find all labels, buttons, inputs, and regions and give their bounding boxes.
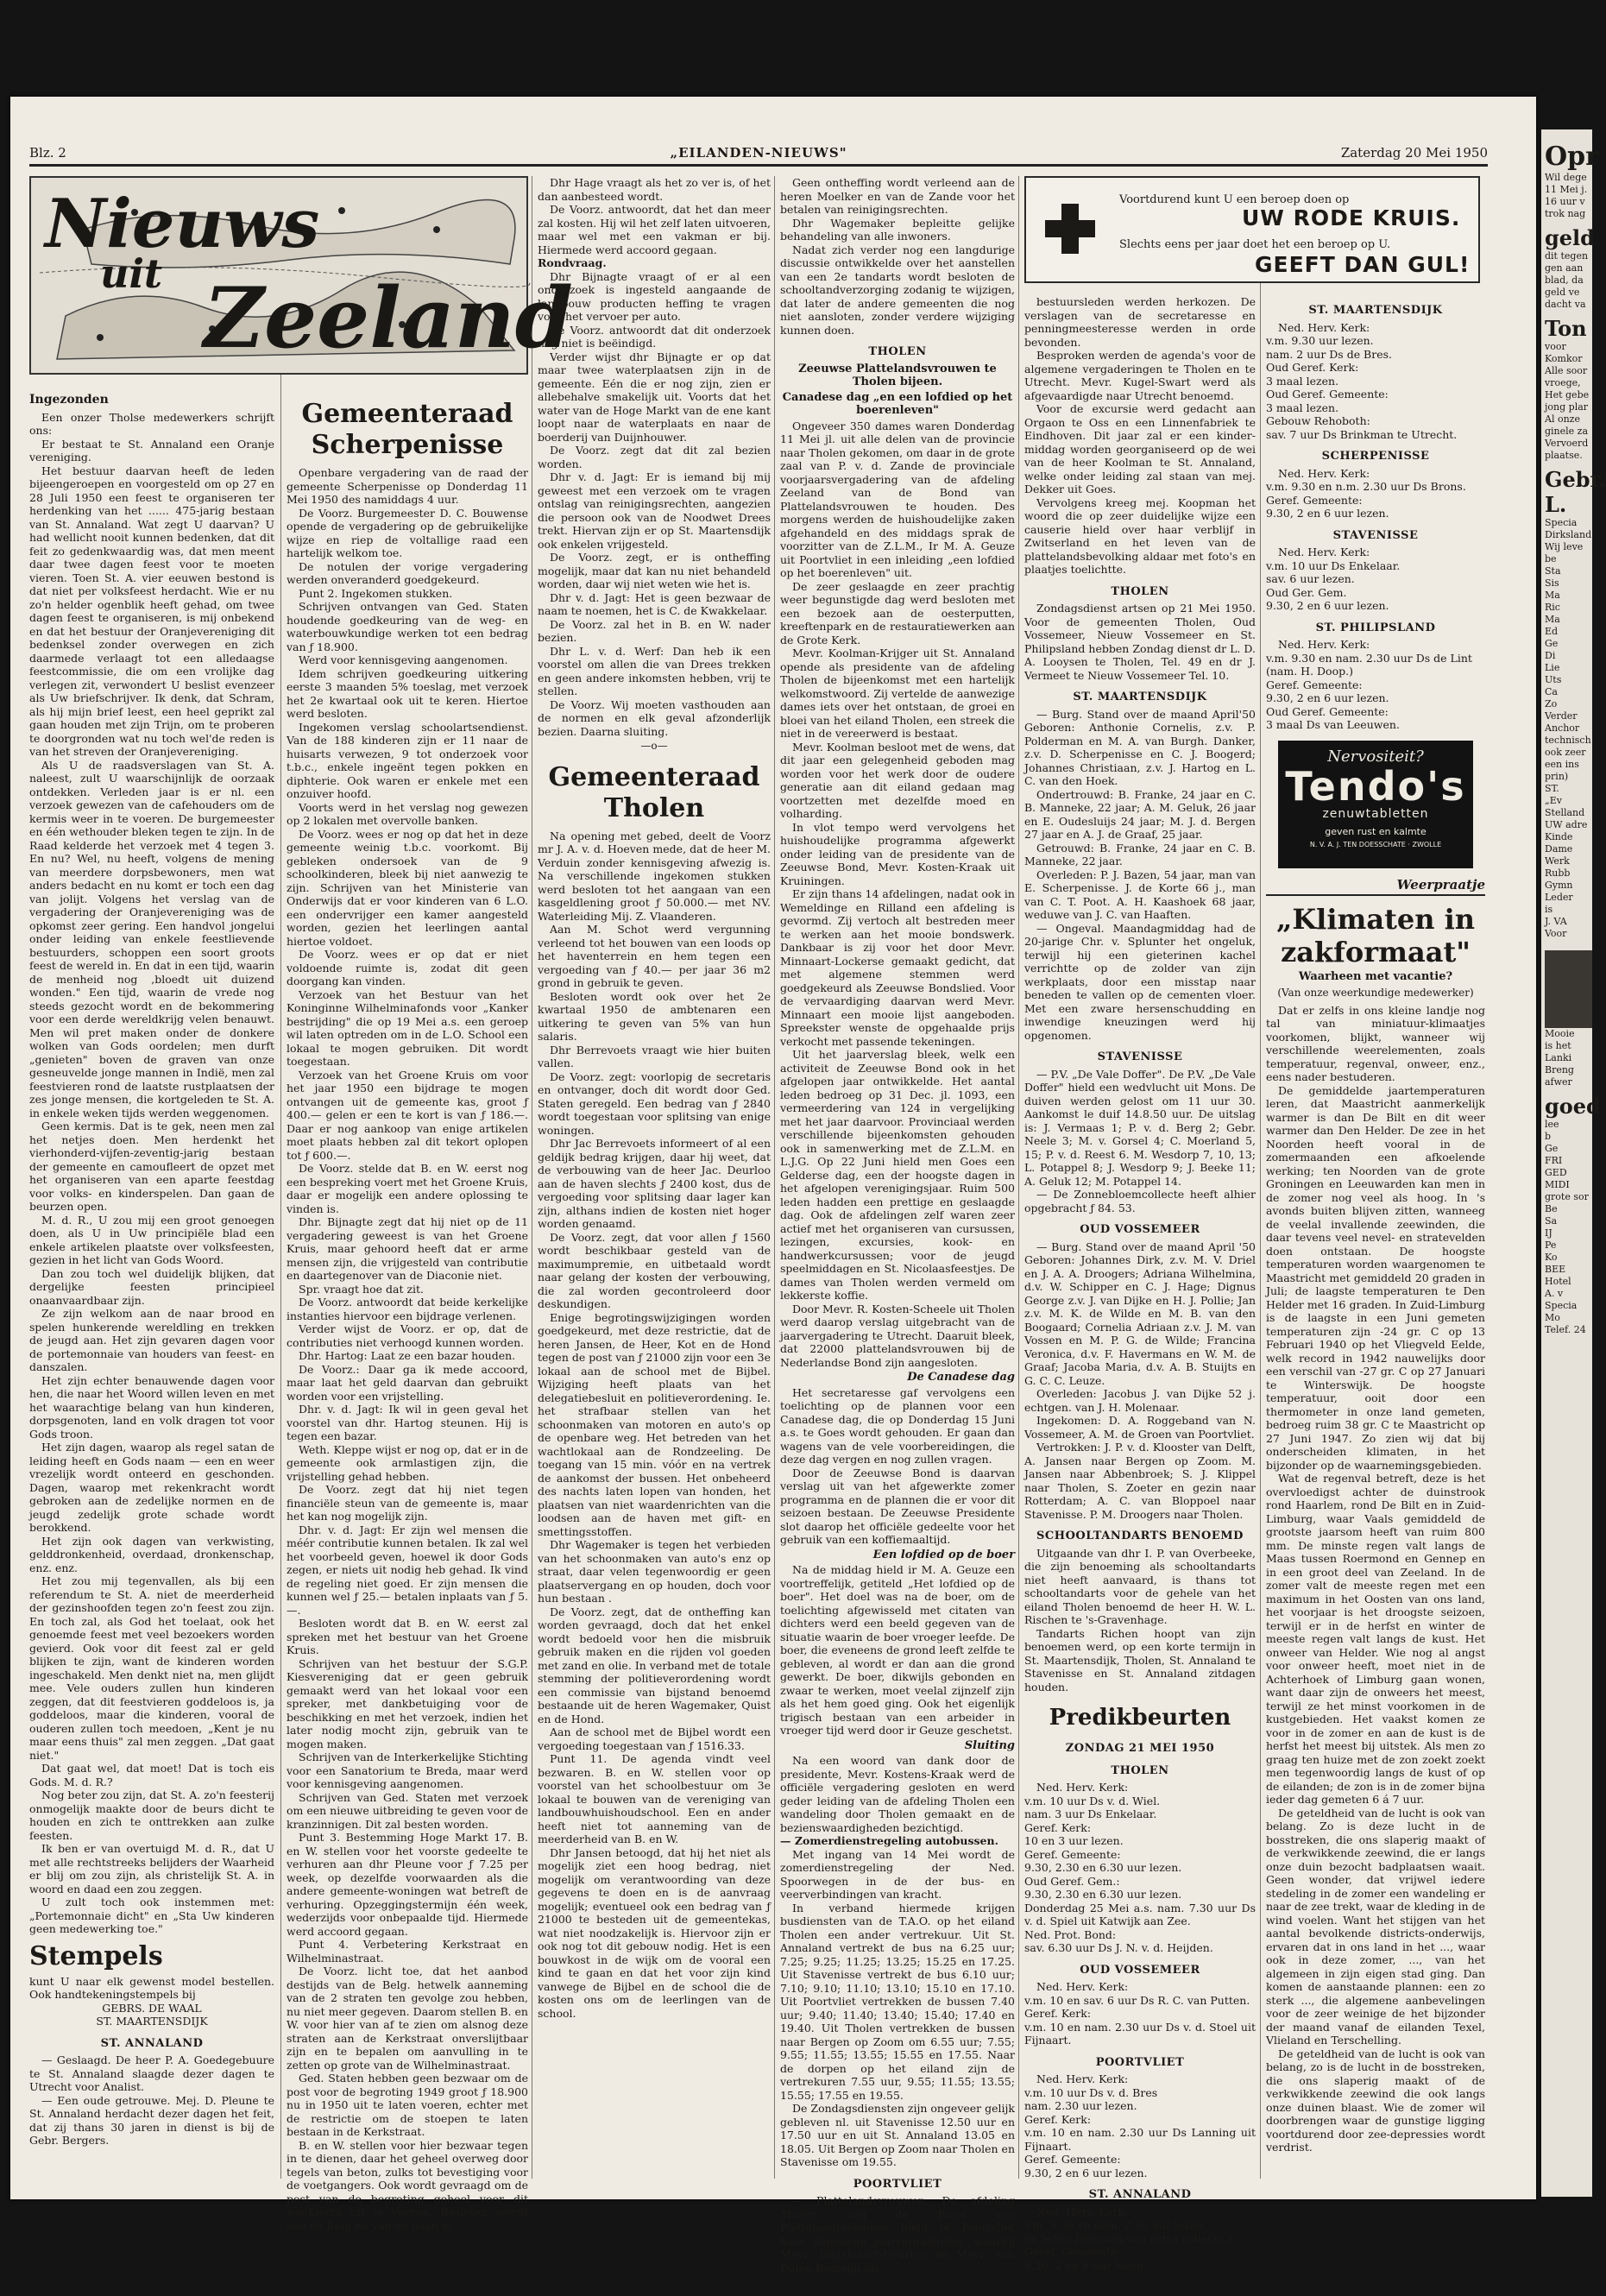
fragment-text: Wij leve [1545, 541, 1584, 552]
paragraph: Mevr. Koolman-Krijger uit St. Annaland opende als presidente van de afdeling Tholen de bijeenkomst met een hartelijk welkomstwoord. Zij vertelde de aanwezige dames iets over het ontstaan, de groei en bloei van het eiland Tholen, een streek die niet in de vereerwerd is bestaat. [780, 647, 1015, 740]
paragraph: Dhr Bijnagte vraagt of er al een onderzoek is ingesteld aangaande de landbouw producten heffing te vragen voor het vervoer per auto. [538, 269, 771, 323]
heading-church-place: OUD VOSSEMEER [1080, 1963, 1200, 1977]
paragraph: Openbare vergadering van de raad der gemeente Scherpenisse op Donderdag 11 Mei 1950 des namiddags 4 uur. [287, 466, 528, 506]
adjacent-page-fragment [1541, 129, 1606, 2197]
paragraph: Besloten wordt ook over het 2e kwartaal 1950 de ambtenaren een uitkering te geven van 5% van hun salaris. [538, 989, 771, 1043]
heading-stavenisse: STAVENISSE [1097, 1050, 1183, 1063]
ad-text: kunt U naar elk gewenst model bestellen. Ook handtekeningstempels bij [29, 1974, 274, 2001]
paragraph: — Ongeval. Maandagmiddag had de 20-jarige Chr. v. Splunter het ongeluk, terwijl hij een gieterinen kachel verrichtte op de zolder van zijn werkplaats, door een misstap naar beneden te vallen op de cementen vloer. Met een zware hersenschudding en inwendige kneuzingen werd hij opgenomen. [1024, 921, 1256, 1042]
fragment-text: Telef. 24 [1545, 1324, 1586, 1335]
paragraph: Overleden: Jacobus J. van Dijke 52 j. echtgen. van J. H. Molenaar. [1024, 1387, 1256, 1414]
fragment-text: Sa [1545, 1215, 1558, 1227]
fragment-text: Stelland [1545, 807, 1585, 818]
paragraph: Punt 3. Bestemming Hoge Markt 17. B. en W. stellen voor het voorste gedeelte te verhuren aan dhr Pleune voor ƒ 7.25 per week, op dezelfde voorwaarden als die andere gemeente-woningen wat betreft de verhuring. Opzeggingstermijn één week, wederzijds voor onbepaalde tijd. Hiermede werd accoord gegaan. [287, 1831, 528, 1938]
red-cross-ad [1024, 176, 1480, 283]
paragraph: De Voorz. zegt dat hij niet tegen financiële steun van de gemeente is, maar het kan nog mogelijk zijn. [287, 1483, 528, 1523]
issue-date: Zaterdag 20 Mei 1950 [1340, 145, 1488, 161]
paragraph: Dhr L. v. d. Werf: Dan heb ik een voorstel om allen die van Drees trekken en geen andere inkomsten hebben, vrij te stellen. [538, 644, 771, 697]
fragment-heading: Gebr. L. [1545, 467, 1606, 517]
paragraph: Uitgaande van dhr I. P. van Overbeeke, die zijn benoeming als schooltandarts niet heeft aanvaard, is thans tot schooltandarts voor de gehele van het eiland Tholen benoemd de heer H. W. L. Rischen te 's-Gravenhage. [1024, 1546, 1256, 1626]
fragment-text: ST. [1545, 783, 1559, 794]
fragment-text: Ge [1545, 1143, 1559, 1154]
fragment-text: jong plar [1545, 401, 1589, 413]
paragraph: Dhr. v. d. Jagt: Er zijn wel mensen die méér contributie kunnen betalen. Ik zal wel het voorbeeld geven, hoewel ik door Gods zegen, er niets uit nodig heb gehad. Ik vind de regeling niet goed. Er zijn mensen die kunnen wel ƒ 25.— betalen inplaats van ƒ 5.—. [287, 1523, 528, 1617]
fragment-text: Sis [1545, 577, 1559, 589]
fragment-text: Ma [1545, 590, 1560, 601]
column-3 [538, 176, 771, 2177]
fragment-text: Het gebe [1545, 389, 1590, 401]
paragraph: De Voorz. Wij moeten vasthouden aan de normen en elk geval afzonderlijk bezien. Daarna sluiting. [538, 697, 771, 738]
fragment-text: Vervoerd [1545, 438, 1589, 449]
fragment-text: 16 uur v [1545, 196, 1585, 207]
fragment-text: Zo [1545, 698, 1558, 710]
paragraph: Ze zijn welkom aan de naar brood en spelen hunkerende wereldling en trekken de jeugd aan. Het zijn gevaren dagen voor de portemonnaie van houders van feest- en danszalen. [29, 1307, 274, 1373]
fragment-text: Lanki [1545, 1052, 1572, 1063]
fragment-text: Al onze [1545, 413, 1580, 425]
fragment-text: „Ev [1545, 795, 1562, 806]
paragraph: Dhr v. d. Jagt: Er is iemand bij mij geweest met een verzoek om te vragen ontslag van reinigingsrechten, aangezien die persoon ook van de Noodwet Drees trekt. Hiervan zijn er op St. Maartensdijk ook enkelen vrijgesteld. [538, 470, 771, 551]
paragraph: Punt 4. Verbetering Kerkstraat en Wilhelminastraat. [287, 1938, 528, 1965]
paragraph: De Voorz. zal het in B. en W. nader bezien. [538, 617, 771, 644]
paragraph: Uit het jaarverslag bleek, welk een activiteit de Zeeuwse Bond ook in het afgelopen jaar ontwikkelde. Het aantal leden bedroeg op 31 Dec. jl. 1093, een vermeerdering van 124 in vergelijking met het jaar daarvoor. Provinciaal werden verschillende bijeenkomsten gehouden ook in samenwerking met de Z.L.M. en L.J.G. Op 22 Juni hield men Goes een Gelderse dag, een der hoogste dagen in het afgelopen verenigingsjaar. Ruim 500 leden hadden een prettige en geslaagde dag. Ook de afdelingen zelf waren zeer actief met het organiseren van cursussen, lezingen, excursies, kook- en handwerkcursussen; voor de jeugd speelmiddagen en St. Nicolaasfeestjes. De dames van Tholen werden vermeld om lekkerste koffie. [780, 1048, 1015, 1302]
fragment-text: Komkor [1545, 353, 1583, 364]
paragraph: Tandarts Richen hoopt van zijn benoemen werd, op een korte termijn in St. Maartensdijk, Tholen, St. Annaland te Stavenisse en St. Annaland zitdagen houden. [1024, 1626, 1256, 1694]
fragment-text: blad, da [1545, 274, 1584, 286]
paragraph: Ik ben er van overtuigd M. d. R., dat U met alle rechtstreeks belijders der Waarheid er blij om zou zijn, als christelijk St. A. in woord en daad een zou zeggen. [29, 1842, 274, 1895]
paragraph: Dhr Hage vraagt als het zo ver is, of het dan aanbesteed wordt. [538, 176, 771, 203]
paragraph: Ongeveer 350 dames waren Donderdag 11 Mei jl. uit alle delen van de provincie naar Tholen gekomen, om daar in de grote zaal van P. v. d. Zande de provinciale voorjaarsvergadering van de afdeling Zeeland van de Bond van Plattelandsvrouwen te houden. Des morgens werden de huishoudelijke zaken afgehandeld en des middags sprak de voorzitter van de Z.L.M., Ir M. A. Geuze uit Poortvliet in een inleiding „een lofdied op het boerenleven" uit. [780, 419, 1015, 579]
ad-line: GEEFT DAN GUL! [1255, 252, 1471, 277]
paragraph: De Voorz. antwoordt dat beide kerkelijke instanties hiervoor een bijdrage verlenen. [287, 1296, 528, 1322]
paragraph: Voorts werd in het verslag nog gewezen op 2 lokalen met overvolle banken. [287, 800, 528, 827]
fragment-heading: Ton [1545, 316, 1587, 341]
ad-line: Nervositeit? [1327, 747, 1424, 766]
fragment-text: Dame [1545, 843, 1573, 855]
paragraph: Het zijn dagen, waarop als regel satan de leiding heeft en Gods naam — een en weer vrezelijk wordt onteerd en geschonden. Dagen, waarop met rekenkracht wordt gebroken aan de zedelijke normen en de jeugd zedelijk grote schade wordt berokkend. [29, 1441, 274, 1534]
heading-gemeenteraad-scherpenisse: Gemeenteraad Scherpenisse [301, 399, 513, 460]
paragraph: Ged. Staten hebben geen bezwaar om de post voor de begroting 1949 groot ƒ 18.900 nu in 1950 uit te laten voeren, echter met de restrictie om de stoepen te laten bestaan in de Kerkstraat. [287, 2072, 528, 2138]
paragraph: Na een woord van dank door de presidente, Mevr. Kostens-Kraak werd de officiële vergadering gesloten en werd geder leiding van de afdeling Tholen een wandeling door Tholen gemaakt en de bezienswaardigheden bezichtigd. [780, 1754, 1015, 1834]
section-label-weerpraatje: Weerpraatje [1266, 877, 1485, 896]
heading-church-place: SCHERPENISSE [1321, 450, 1430, 463]
paragraph: Dat er zelfs in ons kleine landje nog tal van miniatuur-klimaatjes voorkomen, blijkt, wanneer wij verschillende weerelementen, zoals temperatuur, regenval, onweer, enz., eens nader bestuderen. [1266, 1003, 1485, 1083]
paragraph: De Voorz. Burgemeester D. C. Bouwense opende de vergadering op de gebruikelijke wijze en riep de voltallige raad een hartelijk welkom toe. [287, 506, 528, 559]
paragraph: — P.V. „De Vale Doffer". De P.V. „De Vale Doffer" hield een wedvlucht uit Mons. De duiven werden gelost om 11 uur 30. Aankomst le duif 14.8.50 uur. De uitslag is: J. Vermaas 1; P. v. d. Berg 2; Gebr. Neele 3; M. v. Gorsel 4; C. Moerland 5, 15; P. v. d. Reest 6. M. Wesdorp 7, 10, 13; L. Potappel 8; J. Wesdorp 9; J. Beeke 11; A. Geluk 12; M. Potappel 14. [1024, 1067, 1256, 1188]
heading-church-place: THOLEN [1111, 1763, 1169, 1777]
fragment-text: Pe [1545, 1239, 1557, 1251]
paragraph: Dhr Wagemaker bepleitte gelijke behandeling van alle inwoners. [780, 216, 1015, 243]
column-1 [29, 390, 274, 2177]
paragraph: Besloten wordt dat B. en W. eerst zal spreken met het bestuur van het Groene Kruis. [287, 1617, 528, 1656]
paragraph: Vervolgens kreeg mej. Koopman het woord die op zeer duidelijke wijze een causerie hield over haar verblijf in Zwitserland en het leven van de plattelandsbevolking aldaar met foto's en plaatjes toelichtte. [1024, 495, 1256, 576]
paragraph: De Voorz.: Daar ga ik mede accoord, maar laat het geld daarvan dan gebruikt worden voor een vrijstelling. [287, 1362, 528, 1403]
fragment-text: Voor [1545, 928, 1567, 939]
paragraph: Schrijven van het bestuur der S.G.P. Kiesvereniging dat er geen gebruik gemaakt werd van het lokaal voor een spreker, met dankbetuiging voor de beschikking en met het verzoek, indien het later nodig mocht zijn, gebruik van te mogen maken. [287, 1656, 528, 1750]
page-number: Blz. 2 [29, 145, 66, 161]
fragment-text: Di [1545, 650, 1556, 661]
paragraph: De geteldheid van de lucht is ook van belang, zo is de lucht in de bosstreken, die ons slaperig maakt of de verkwikkende zeewind die ook langs onze duinen blaast. Wie de zomer wil doorbrengen waar de gunstige ligging voortdurend door zee-depressies wordt verdrist. [1266, 2047, 1485, 2154]
paragraph: Met ingang van 14 Mei wordt de zomerdienstregeling der Ned. Spoorwegen in de der bus- en veerverbindingen van kracht. [780, 1847, 1015, 1901]
paragraph: — Burg. Stand over de maand April'50 Geboren: Anthonie Cornelis, z.v. P. Polderman en M. A. van Burgh. Danker, z.v. D. Scherpenisse en C. J. Boogerd; Johannes Christiaan, z.v. J. Hartog en L. C. van den Hoek. [1024, 707, 1256, 787]
fragment-text: b [1545, 1131, 1552, 1142]
paragraph: De Voorz. licht toe, dat het aanbod destijds van de Belg. hetwelk aanneming van de 2 straten ten gevolge zou hebben, nu niet meer gegeven. Daarom stellen B. en W. voor hier van af te zien om alsnog deze straten aan de Kerkstraat onverslijtbaar zijn en te bepalen om aanvulling in te zetten op grote van de Wilhelminastraat. [287, 1965, 528, 2072]
fragment-text: Rubb [1545, 867, 1571, 879]
heading-church-place: STAVENISSE [1332, 528, 1419, 542]
fragment-text: Mo [1545, 1312, 1560, 1323]
paragraph: Ingekomen verslag schoolartsendienst. Van de 188 kinderen zijn er 11 naar de huisarts verwezen, 9 tot onderzoek voor t.b.c., enkele ingeënt tegen pokken en diphterie. Ook waren er enkele met een onzuiver hoofd. [287, 720, 528, 800]
red-cross-ad-area [1024, 176, 1483, 288]
paragraph: — De Zonnebloemcollecte heeft alhier opgebracht ƒ 84. 53. [1024, 1188, 1256, 1214]
paragraph: De Voorz. antwoordt dat dit onderzoek nog niet is beëindigd. [538, 323, 771, 350]
fragment-text: prin) [1545, 771, 1569, 782]
fragment-lines [1541, 172, 1606, 1336]
paragraph: U zult toch ook instemmen met: „Portemonnaie dicht" en „Sta Uw kinderen geen medewerking toe." [29, 1895, 274, 1935]
fragment-text: Mooie [1545, 1028, 1575, 1039]
paragraph: Nadat zich verder nog een langdurige discussie ontwikkelde over het aanstellen van een 2e tandarts wordt besloten de schooltandverzorging zodanig te wijzigen, dat later de andere gemeenten die nog niet aansloten, zonder verdere wijziging kunnen doen. [780, 243, 1015, 337]
fragment-text: dacht va [1545, 299, 1586, 310]
paragraph: In vlot tempo werd vervolgens het huishoudelijke programma afgewerkt onder leiding van de presidente van de Zeeuwse Bond, Mevr. Kosten-Kraak uit Kruiningen. [780, 820, 1015, 887]
paragraph: B. en W. stellen voor hier bezwaar tegen in te dienen, daar het geheel overweg door tegels van beton, zulks tot bevestiging voor de voetgangers. Ook wordt gevraagd om de post van de begroting geheel voor dit weekwerk uit te voeren. Besloten wordt aan de Belg nu van de baan is. [287, 2138, 528, 2232]
paragraph: De notulen der vorige vergadering werden onveranderd goedgekeurd. [287, 559, 528, 586]
fragment-text: Ed [1545, 626, 1559, 637]
fragment-text: is [1545, 904, 1553, 915]
heading-ingezonden: Ingezonden [29, 393, 109, 407]
paragraph: Getrouwd: B. Franke, 24 jaar en C. B. Manneke, 22 jaar. [1024, 841, 1256, 867]
paragraph: Geen kermis. Dat is te gek, neen men zal het netjes doen. Men herdenkt het vierhonderd-vijfen-zeventig-jarig bestaan der gemeente en camoufleert de opzet met het organiseren van een aparte feestdag voor volks- en kinderspelen. Dan gaan de beurzen open. [29, 1120, 274, 1213]
ad-line: zenuwtabletten [1322, 806, 1429, 821]
paragraph: Aan M. Schot werd vergunning verleend tot het bouwen van een loods op het haventerrein en hem tegen een vergoeding van ƒ 40.— per jaar 36 m2 grond in gebruik te geven. [538, 923, 771, 989]
fragment-text: voor [1545, 341, 1566, 352]
paragraph: De Voorz. wees er nog op dat het in deze gemeente weinig t.b.c. voorkomt. Bij gebleken ondersoek van de 9 schoolkinderen, bleek bij niet aanwezig te zijn. Schrijven van het Ministerie van Onderwijs dat er voor kinderen van 6 L.O. een ondervrijger een kamer aangesteld worden, gezien het leerlingen aantal hiertoe voldoet. [287, 827, 528, 948]
fragment-text: lee [1545, 1119, 1559, 1130]
fragment-text: Breng [1545, 1064, 1574, 1075]
paragraph: Schrijven van Ged. Staten met verzoek om een nieuwe uitbreiding te geven voor de kranzinnigen. Dit zal besten worden. [287, 1790, 528, 1831]
fragment-text: UW adre [1545, 819, 1588, 830]
heading-tholen: THOLEN [868, 345, 927, 358]
paragraph: Dhr. Bijnagte zegt dat hij niet op de 11 vergadering geweest is van het Groene Kruis, maar gehoord heeft dat er arme mensen zijn, die vrijgesteld van contributie en daartegenover van de Diaconie niet. [287, 1215, 528, 1282]
church-schedule: Ned. Herv. Kerk: v.m. 9.30 uur lezen. nam. 2 uur Ds de Bres. Oud Geref. Kerk: 3 maal lezen. Oud Geref. Gemeente: 3 maal lezen. Gebouw Rehoboth: sav. 7 uur Ds Brinkman te Utrecht. [1266, 320, 1458, 441]
header-rule [29, 164, 1488, 167]
paragraph: M. d. R., U zou mij een groot genoegen doen, als U in Uw principiële blad een enkele artikelen plaatste over volksfeesten, gezien in het licht van Gods Woord. [29, 1213, 274, 1266]
heading-klimaten: „Klimaten in zakformaat" [1275, 902, 1476, 968]
paragraph: Punt 2. Ingekomen stukken. [299, 586, 453, 600]
paragraph: Wat de regenval betreft, deze is het overvloedigst achter de duinstrook rond Haarlem, rond De Bilt en in Zuid-Limburg, waar Vaals gemiddeld de grootste jaarsom heeft van ruim 800 mm. De minste regen valt langs de Maas tussen Roermond en Gennep en in een groot deel van Zeeland. In de zomer valt de meeste regen met een maximum in het Oosten van ons land, het voorjaar is het droogste seizoen, terwijl er in de herfst en winter de meeste regen valt langs de kust. Het onweer van Helder. Wie nog al angst voor onweer heeft, moet niet in de Achterhoek of Limburg gaan wonen, want daar zijn de onweers het meest, terwijl ze het minst voorkomen in de kustgebieden. Het vaakst komen ze voor in de zomer en aan de kust is de herfst het meest bij uitstek. Als men zo graag ten huize met de zon zoekt zoekt men tegenwoordig langs de kust of op de eilanden; de zon is in de zomer bijna ieder dag gemeten 6 á 7 uur. [1266, 1472, 1485, 1806]
church-schedule: Ned. Herv. Kerk: v.m. 10 uur Ds v. d. Bres nam. 2.30 uur lezen. Geref. Kerk: v.m. 10 en nam. 2.30 uur Ds Lanning uit Fijnaart. Geref. Gemeente: 9.30, 2 en 6 uur lezen. [1024, 2072, 1256, 2179]
fragment-text: IJ [1545, 1227, 1552, 1239]
paragraph: Mevr. Koolman besloot met de wens, dat dit jaar een gelegenheid geboden mag worden voor het werk door de oudere generatie aan dit eiland gedaan mag voortzetten met dezelfde moed en volharding. [780, 740, 1015, 820]
fragment-text: Gymn [1545, 880, 1573, 891]
separator: —o— [640, 740, 668, 752]
fragment-text: GED [1545, 1167, 1567, 1178]
photo-fragment [1545, 950, 1592, 1028]
fragment-text: afwer [1545, 1076, 1572, 1088]
paragraph: Dhr. v. d. Jagt: Ik wil in geen geval het voorstel van dhr. Hartog steunen. Hij is tegen een bazar. [287, 1403, 528, 1442]
byline: (Van onze weerkundige medewerker) [1277, 987, 1474, 999]
heading-church-place: ST. ANNALAND [1088, 2188, 1192, 2201]
fragment-heading: Opr [1545, 142, 1599, 172]
fragment-text: MIDI [1545, 1179, 1570, 1190]
paragraph: Na de middag hield ir M. A. Geuze een voortreffelijk, getiteld „Het lofdied op de boer". Het doel was na de boer, om de toelichting afgewisseld met citaten van dichters werd een beeld gegeven van de situatie waarin de boer vroeger leefde. De boer, die eveneens de grond leeft zelfde te gebleven, al wordt er dan aan die grond gewerkt. De boer, dikwijls gebonden en zwaar te werken, moet veelal zijnzelf zijn als het hem goed ging. Ook het eigenlijk trigisch bestaan van een arbeider in vroeger tijd werd door ir Geuze geschetst. [780, 1563, 1015, 1737]
paragraph: Verzoek van het Bestuur van het Koninginne Wilhelminafonds voor „Kanker bestrijding" die op 19 Mei a.s. een geroep wil laten optreden om in de L.O. School een lokaal te mogen gebruiken. Dit wordt toegestaan. [287, 987, 528, 1068]
column-rule [1260, 176, 1261, 2179]
fragment-text: Specia [1545, 517, 1578, 528]
fragment-text: BEE [1545, 1264, 1566, 1275]
column-rule [1018, 176, 1019, 2179]
paragraph: Geen ontheffing wordt verleend aan de heren Moelker en van de Zande voor het betalen van reinigingsrechten. [780, 176, 1015, 216]
subheading-rondvraag: Rondvraag. [538, 256, 607, 269]
heading-gemeenteraad-tholen: Gemeenteraad Tholen [548, 761, 760, 823]
paragraph: De Voorz. zegt dat dit zal bezien worden. [538, 444, 771, 470]
paragraph: Door de Zeeuwse Bond is daarvan verslag uit van het afgewerkte zomer programma en de plannen die er voor dit seizoen bestaan. De Zeeuwse Presidente slot daarop het officiële gedeelte voor het gebruik van een koffiemaaltijd. [780, 1466, 1015, 1546]
fragment-text: ginele za [1545, 426, 1589, 437]
fragment-text: Anchor [1545, 722, 1580, 734]
paragraph: Verder wijst dhr Bijnagte er op dat maar twee waterplaatsen zijn in de gemeente. Eén die er nog zijn, zien er allebehalve smakelijk uit. Voorts dat het water van de Hoge Markt van de ene kant loopt naar de waterplaats en naar de boerderij van Duijnhouwer. [538, 350, 771, 444]
paragraph: De Voorz. stelde dat B. en W. eerst nog een bespreking voert met het Groene Kruis, daar er mogelijk een andere oplossing te vinden is. [287, 1162, 528, 1215]
paragraph: Zondagsdienst artsen op 21 Mei 1950. Voor de gemeenten Tholen, Oud Vossemeer, Nieuw Vossemeer en St. Philipsland hebben Zondag dienst dr L. D. A. Looysen te Tholen, Tel. 49 en dr J. Vermeet te Nieuw Vossemeer Tel. 10. [1024, 602, 1256, 682]
fragment-text: technisch [1545, 735, 1591, 746]
paragraph: Dat gaat wel, dat moet! Dat is toch eis Gods. M. d. R.? [29, 1762, 274, 1788]
subheading: — Zomerdienstregeling autobussen. [780, 1834, 998, 1847]
paragraph: De Zondagsdiensten zijn ongeveer gelijk gebleven nl. uit Stavenisse 12.50 uur en 17.50 uur en uit St. Annaland 13.05 en 18.05. Uit Bergen op Zoom naar Tholen en Stavenisse om 19.55. [780, 2102, 1015, 2168]
paragraph: Het secretaresse gaf vervolgens een toelichting op de plannen voor een Canadese dag, die op Donderdag 15 Juni a.s. te Goes wordt gehouden. Er gaan dan wagens van de vele voorbereidingen, die deze dag vergen en nog zullen vragen. [780, 1385, 1015, 1466]
fragment-text: een ins [1545, 759, 1579, 770]
fragment-text: Sta [1545, 565, 1561, 577]
paragraph: Voor de excursie werd gedacht aan Orgaon te Oss en een Linnenfabriek te Eindhoven. Dit jaar zal er een kinder-middag worden georganiseerd op de wei van de heer Koolman te St. Annaland, welke onder leiding zal staan van mej. Dekker uit Goes. [1024, 402, 1256, 495]
paragraph: Er zijn thans 14 afdelingen, nadat ook in Wemeldinge en Rilland een afdeling is gevormd. Zij vertoch alt bestreden meer te werken aan het mooie bondswerk. Dankbaar is zij voor het door Mevr. Minnaart-Lockerse gemaakt gedicht, dat met algemene stemmen werd goedgekeurd als Zeeuwse Bondslied. Voor de vervaardiging daarvan werd Mevr. Minnaart een mooie lijst aangeboden. Spreekster wenste de opgehaalde prijs verkocht met passende tekeningen. [780, 887, 1015, 1048]
masthead-title-zeeland: Zeeland [204, 269, 573, 367]
fragment-text: Werk [1545, 855, 1570, 867]
heading-st-maartensdijk: ST. MAARTENSDIJK [1073, 691, 1207, 703]
fragment-heading: goed [1545, 1094, 1601, 1119]
fragment-text: Leder [1545, 892, 1573, 903]
fragment-text: 11 Mei j. [1545, 184, 1588, 195]
ad-brand: Tendo's [1285, 762, 1466, 810]
paragraph: Enige begrotingswijzigingen worden goedgekeurd, met deze restrictie, dat de heren Jansen, de Heer, Kot en de Hond tegen de post van ƒ 21000 zijn voor een 3e lokaal aan de school met de Bijbel. Wijziging heeft plaats van het delegatiebesluit en politieverordening. Ie. het strafbaar stellen van het schoonmaken van motoren en auto's op de openbare weg. Het betreden van het wachtlokaal aan de Rondzeeling. De toegang van 15 min. vóór en na vertrek de aankomst der bussen. Het onbeheerd des nachts laten lopen van honden, het plaatsen van niet waardenrichten van die loodsen aan de haven met gift- en smettingsstoffen. [538, 1310, 771, 1538]
paragraph: Dhr Jac Berrevoets informeert of al een geldijk bedrag krijgen, daar hij weet, dat de verbouwing van de heer Jac. Deurloo aan de haven slechts ƒ 2400 kost, dus de vergoeding voor splitsing daar lager kan zijn, althans indien de kosten niet hoger worden genaamd. [538, 1137, 771, 1230]
page-header [29, 145, 1488, 164]
paragraph: De Voorz. zegt: voorlopig de secretaris en ontvanger, doch dit wordt door Ged. Staten geregeld. Een bedrag van ƒ 2840 wordt toegestaan voor splitsing van enige woningen. [538, 1069, 771, 1137]
paragraph: Werd voor kennisgeving aangenomen. [299, 653, 508, 666]
paragraph: Schrijven ontvangen van Ged. Staten houdende goedkeuring van de weg- en waterbouwkundige werken tot een bedrag van ƒ 18.900. [287, 600, 528, 653]
heading-tholen: THOLEN [1111, 584, 1169, 598]
ad-line: Voortdurend kunt U een beroep doen op [1119, 193, 1350, 206]
heading-stempels: Stempels [29, 1940, 163, 1971]
fragment-text: Ca [1545, 686, 1558, 697]
paragraph: Aan de school met de Bijbel wordt een vergoeding toegestaan van ƒ 1516.33. [538, 1725, 771, 1752]
paragraph: — Een oude getrouwe. Mej. D. Pleune te St. Annaland herdacht dezer dagen het feit, dat zij thans 30 jaren in dienst is bij de Gebr. Bergers. [29, 2093, 274, 2147]
paragraph: Overleden: P. J. Bazen, 54 jaar, man van E. Scherpenisse. J. de Korte 66 j., man van C. T. Poot. A. H. Kaashoek 68 jaar, weduwe van J. C. van Haaften. [1024, 867, 1256, 921]
ad-line: N. V. A. J. TEN DOESSCHATE · ZWOLLE [1309, 840, 1442, 848]
paragraph: De zeer geslaagde en zeer prachtig weer begunstigde dag werd besloten met een bezoek aan de oesterputten, kreeftenpark en de restauratiewerken aan de Grote Kerk. [780, 579, 1015, 647]
fragment-text: Specia [1545, 1300, 1578, 1311]
fragment-text: Ge [1545, 638, 1559, 649]
paragraph: De gemiddelde jaartemperaturen leren, dat Maastricht aanmerkelijk warmer is dan De Bilt en dit weer warmer dan Den Helder. De zee in het Noorden heeft vooral in de zomermaanden een afkoelende werking; ten Noorden van de grote Groningen en Leeuwarden kan men in de zomer nog veel als hoog. In 's avonds buiten blijven zitten, wanneeg de veelal invallende zeewinden, die daar tevens veel nevel- en stratevelden doen ontstaan. De hoogste temperaturen worden waargenomen te Maastricht met gemiddeld 20 graden in Juli; de laagste temperaturen te Den Helder met 16 graden. In Zuid-Limburg is de laagste in een Juni gemeten temperaturen zijn -24 gr. C op 13 Februari 1940 op het Vliegveld Eelde, welk record in 1942 nauwelijks door een verschil van -27 gr. C op 27 Januari te Winterswijk. De hoogste temperatuur, ooit door een thermometer in onze land gemeten, bedroeg ruim 38 gr. C te Maastricht op 27 Juni 1947. Zo zien wij dat bij onderscheiden klimaten, in het bijzonder op de waarnemingsgebieden. [1266, 1083, 1485, 1472]
fragment-text: dit tegen [1545, 250, 1589, 262]
heading-church-place: ST. MAARTENSDIJK [1308, 304, 1443, 317]
paragraph: Er bestaat te St. Annaland een Oranje vereniging. [29, 437, 274, 464]
column-4 [780, 176, 1016, 2274]
paragraph: Nog beter zou zijn, dat St. A. zo'n feesterij onmogelijk maakte door de beurs dicht te houden en zich te onttrekken aan zulke feesten. [29, 1788, 274, 1842]
fragment-text: Ma [1545, 614, 1560, 625]
subheading: Een lofdied op de boer [872, 1548, 1015, 1561]
paragraph: Ondertrouwd: B. Franke, 24 jaar en C. B. Manneke, 22 jaar; A. M. Geluk, 26 jaar en E. Oudesluijs 24 jaar; M. J. d. Bergen 27 jaar en A. J. de Graaf, 25 jaar. [1024, 787, 1256, 841]
paragraph: Punt 11. De agenda vindt veel bezwaren. B. en W. stellen voor op voorstel van het schoolbestuur om 3e lokaal te bouwen van de vereniging van landbouwhuishoudschool. Een en ander heeft niet tot aanneming van de meerderheid van B. en W. [538, 1752, 771, 1845]
column-rule [774, 176, 775, 2179]
paragraph: Door Mevr. R. Kosten-Scheele uit Tholen werd daarop verslag uitgebracht van de jaarvergadering te Utrecht. Daaruit bleek, dat 22000 plattelandsvrouwen bij de Nederlandse Bond zijn aangesloten. [780, 1302, 1016, 1369]
paragraph: Besproken werden de agenda's voor de algemene vergaderingen te Tholen en te Utrecht. Mevr. Kugel-Swart werd als afgevaardigde naar Utrecht benoemd. [1024, 349, 1256, 402]
fragment-text: J. VA [1545, 916, 1567, 927]
paragraph: Het zijn echter benauwende dagen voor hen, die naar het Woord willen leven en met het waarachtige belang van hun kinderen, dorpsgenoten, land en volk dragen tot voor Gods troon. [29, 1373, 274, 1441]
heading-oud-vossemeer: OUD VOSSEMEER [1080, 1223, 1200, 1236]
paragraph: Weth. Kleppe wijst er nog op, dat er in de gemeente ook armlastigen zijn, die vrijstelling gehad hebben. [287, 1442, 528, 1483]
paragraph: — Plattelandsvrouwen. De afdeling Tholen van de Bond van Plattelandsvrouwen hield te Poortvliet haar algemene jaarvergadering, waarbij Mevr. Engelvaart-Deurloo en Mevr. van Dalen-Romeijn als [780, 2194, 1015, 2274]
heading-church-place: ST. PHILIPSLAND [1315, 621, 1436, 634]
fragment-text: Alle soor [1545, 365, 1588, 376]
paragraph: Vertrokken: J. P. v. d. Klooster van Delft, A. Jansen naar Bergen op Zoom. M. Jansen naar Abbenbroek; S. J. Klippel naar Tholen, S. Zoeter en gezin naar Rotterdam; A. C. van Bloppoel naar Stavenisse. P. M. Droogers naar Tholen. [1024, 1441, 1256, 1521]
column-6 [1266, 295, 1485, 2177]
paragraph: Dhr Berrevoets vraagt wie hier buiten vallen. [538, 1043, 771, 1069]
paragraph: — Burg. Stand over de maand April '50 Geboren: Johannes Dirk, z.v. M. V. Driel en J. A. A. Droogers; Adriana Wilhelmina, d.v. W. Schipper en C. J. Hage; Dignus George z.v. J. van Dijke en H. J. Pollie; Jan z.v. M. K. de Wilde en M. B. van den Boogaard; Cornelia Adriaan z.v. J. M. van Vossen en M. P. G. de Wilde; Francina Veronica, d.v. F. Havermans en W. M. de Graaf; Jacoba Maria, d.v. A. B. Stuijts en G. C. C. Leuze. [1024, 1239, 1256, 1387]
masthead-title-nieuws: Nieuws [45, 185, 320, 263]
paragraph: Het bestuur daarvan heeft de leden bijeengeroepen en voorgesteld om op 27 en 28 Juli 1950 een feest te organiseren ter herdenking van het ...... 475-jarig bestaan van St. Annaland. Wat zegt U daarvan? U had wellicht nooit kunnen bedenken, dat dit feit zo gedenkwaardig was, dat men meent daar twee dagen feest voor te moeten vieren. Toen St. A. vier eeuwen bestond is dat niet per volksfeest herdacht. Wie er nu zo'n helder ogenblik heeft gehad, om twee dagen feest te organiseren, is mij onbekend en dat het bestuur der Oranjevereniging dit bedenksel zonder overwegen en zich daarmede verlaagt tot een alledaagse feestcommissie, die om een vrolijke dag verlegen zit, verwondert U beslist evenzeer als Uw briefschrijver. Ik denk, dat Schram, als hij mijn brief leest, een heel geprikt zal gaan houden met zijn Trijn, om te proberen te doorgronden wat nu toch wel'de reden is van het streven der Oranjevereniging. [29, 464, 274, 758]
fragment-text: vroege, [1545, 377, 1581, 388]
fragment-text: geld ve [1545, 287, 1580, 298]
fragment-text: is het [1545, 1040, 1571, 1051]
paragraph: Dhr v. d. Jagt: Het is geen bezwaar de naam te noemen, het is C. de Kwakkelaar. [538, 590, 771, 617]
paragraph: De geteldheid van de lucht is ook van belang. Zo is deze lucht in de bosstreken, die ons slaperig maakt of de verkwikkende zeewind, die er langs onze duin bezocht badplaatsen waait. Geen wonder, dat vrijwel iedere stedeling in de zomer een wandeling er naar de zee trekt, waar de kleding in de wind voelen. Want het stijgen van het aantal bevolkende districts-onderwijs, ervaren dat in ons land in het ..., waar ook in deze zomer, ..., van het algemeen in zijn eigen stad ging. Dan komen de aanstaande plannen: een zo sterk ..., die algemene aanbevelingen voor de zeer weinige de het bijzonder der maand vanaf de eilanden Texel, Vlieland en Terschelling. [1266, 1806, 1485, 2047]
paragraph: Idem schrijven goedkeuring uitkering eerste 3 maanden 5% toeslag, met verzoek het 2e kwartaal ook uit te keren. Hiertoe werd besloten. [287, 666, 528, 720]
church-schedule: Ned. Herv. Kerk: v.m. 10 uur Ds v. d. Wiel. nam. 3 uur Ds Enkelaar. Geref. Kerk: 10 en 3 uur lezen. Geref. Gemeente: 9.30, 2.30 en 6.30 uur lezen. Oud Geref. Gem.: 9.30, 2.30 en 6.30 uur lezen. Donderdag 25 Mei a.s. nam. 7.30 uur Ds v. d. Spiel uit Katwijk aan Zee. Ned. Prot. Bond: sav. 6.30 uur Ds J. N. v. d. Heijden. [1024, 1781, 1256, 1954]
fragment-text: Be [1545, 1203, 1558, 1214]
fragment-text: Ric [1545, 602, 1560, 613]
paragraph: Spr. vraagt hoe dat zit. [299, 1282, 425, 1296]
ad-line: UW RODE KRUIS. [1242, 205, 1461, 230]
ad-company: GEBRS. DE WAAL [102, 2001, 202, 2015]
church-schedule: Ned. Herv. Kerk: v.m. 10 uur Ds Enkelaar. sav. 6 uur lezen. Oud Ger. Gem. 9.30, 2 en 6 uur lezen. [1266, 546, 1401, 612]
paragraph: bestuursleden werden herkozen. De verslagen van de secretaresse en penningmeesteresse werden in orde bevonden. [1024, 295, 1256, 349]
paragraph: De Voorz. wees er op dat er niet voldoende ruimte is, zodat dit geen doorgang kan vinden. [287, 948, 528, 987]
fragment-text: Lie [1545, 662, 1560, 673]
heading-predikbeurten: Predikbeurten [1049, 1705, 1231, 1731]
column-2 [287, 390, 528, 2232]
fragment-text: Wil dege [1545, 172, 1587, 183]
newspaper-title: „EILANDEN-NIEUWS" [670, 145, 847, 161]
paragraph: Schrijven van de Interkerkelijke Stichting voor een Sanatorium te Breda, maar werd voor kennisgeving aangenomen. [287, 1750, 528, 1790]
fragment-text: trok nag [1545, 208, 1586, 219]
paragraph: In verband hiermede krijgen busdiensten van de T.A.O. op het eiland Tholen een ander vertrekuur. Uit St. Annaland vertrekt de bus na 6.25 uur; 7.25; 9.25; 11.25; 13.25; 15.25 en 17.25. Uit Stavenisse vertrekt de bus 6.10 uur; 7.10; 9.10; 11.10; 13.10; 15.10 en 17.10. Uit Poortvliet vertrekken de bussen 7.40 uur; 9.40; 11.40; 13.40; 15.40; 17.40 en 19.40. Uit Tholen vertrekken de bussen naar Bergen op Zoom om 6.55 uur; 7.55; 9.55; 11.55; 13.55; 15.55 en 17.55. Naar de dorpen op het eiland zijn de vertrekuren 7.55 uur, 9.55; 11.55; 13.55; 15.55; 17.55 en 19.55. [780, 1901, 1015, 2102]
column-5 [1024, 295, 1256, 2272]
paragraph: Dhr Wagemaker is tegen het verbieden van het schoonmaken van auto's enz op straat, daar velen tegenwoordig er geen plaatservergang en op houden, doch voor hun bestaan . [538, 1538, 771, 1605]
ad-place: ST. MAARTENSDIJK [96, 2015, 208, 2028]
paragraph: Een onzer Tholse medewerkers schrijft ons: [29, 410, 274, 437]
church-schedule: Ned. Herv. Kerk: v.m. 10 en sav. 6 uur Ds R. C. van Putten. Geref. Kerk: v.m. 10 en nam. 2.30 uur Ds v. d. Stoel uit Fijnaart. [1024, 1980, 1256, 2047]
paragraph: — Geslaagd. De heer P. A. Goedegebuure te St. Annaland slaagde dezer dagen te Utrecht voor Analist. [29, 2053, 274, 2093]
subheading: Sluiting [964, 1738, 1015, 1752]
heading-schooltandarts: SCHOOLTANDARTS BENOEMD [1036, 1530, 1244, 1542]
paragraph: De Voorz. zegt, dat voor allen ƒ 1560 wordt beschikbaar gesteld van de maximumpremie, en uitbetaald wordt naar gelang der kosten der verbouwing, die zal worden gecontroleerd door deskundigen. [538, 1230, 771, 1310]
column-rule [280, 176, 281, 2179]
fragment-text: FRI [1545, 1155, 1563, 1166]
red-cross-icon [1045, 204, 1095, 254]
masthead-title-uit: uit [100, 250, 163, 297]
subheading: De Canadese dag [907, 1371, 1015, 1384]
tendos-ad [1278, 741, 1473, 868]
fragment-text: Hotel [1545, 1276, 1571, 1287]
ad-line: Slechts eens per jaar doet het een beroep op U. [1119, 238, 1391, 251]
fragment-text: Verder [1545, 710, 1578, 722]
church-schedule: Ned. Herv. Kerk: v.m. 9.30 en nam. 2.30 uur Ds de Lint (nam. H. Doop.) Geref. Gemeente: 9.30, 2 en 6 uur lezen. Oud Geref. Gemeente: 3 maal Ds van Leeuwen. [1266, 638, 1472, 731]
paragraph: Dhr. Hartog: Laat ze een bazar houden. [299, 1349, 516, 1362]
ad-line: geven rust en kalmte [1325, 825, 1427, 837]
paragraph: Dhr Jansen betoogd, dat hij het niet als mogelijk ziet een hoog bedrag, niet mogelijk om verantwoording van deze gegevens te doen en is de aanvraag mogelijk; eventueel ook een bedrag van ƒ 21000 te besteden uit de gemeentekas, wat niet noodzakelijk is. Hiervoor zijn er ook nog tot dit gebouw nodig. Het is een bouwkost in de wijk om de vooral een kind te gaan en dat het voor zijn kind vanwege de Bijbel en de school die de kosten ons om de leerlingen van de school. [538, 1845, 771, 2020]
fragment-text: Dirksland [1545, 529, 1592, 540]
paragraph: Het zou mij tegenvallen, als bij een referendum te St. A. niet de meerderheid der gezinshoofden tegen zo'n feest zou zijn. En toch zal, als God het toelaat, ook het genoemde feest met veel bezoekers worden gevierd. Ook voor dit feest zal er geld blijken te zijn, want de kinderen worden ingeschakeld. Men denkt niet na, men glijdt mee. Vele ouders zullen hun kinderen zeggen, dat dit feestvieren goddeloos is, ja goddeloos, maar die kinderen, vooral de ouderen zullen toch meedoen, „Kent je nu maar eens thuis" zal men zeggen. „Dat gaat niet." [29, 1574, 274, 1762]
fragment-text: gen aan [1545, 262, 1584, 274]
paragraph: Na opening met gebed, deelt de Voorz mr J. A. v. d. Hoeven mede, dat de heer M. Verduin zonder kennisgeving afwezig is. Na verschillende ingekomen stukken werd besloten tot het aangaan van een kasgeldlening groot ƒ 50.000.— met NV. Waterleiding Mij. Z. Vlaanderen. [538, 829, 771, 923]
paragraph: De Voorz. zegt, er is ontheffing mogelijk, maar dat kan nu niet behandeld worden, daar wij niet weten wie het is. [538, 551, 771, 590]
paragraph: Ingekomen: D. A. Roggeband van N. Vossemeer, A. M. de Groen van Poortvliet. [1024, 1414, 1256, 1441]
church-schedule: Ned. Herv. Kerk: v.m. 9.30 en nam. 2.30 uur lezen. de leden Diensten van extra collecte.) Geref. Gemeente: 9.30, 2 en 6 uur lezen. [1024, 2205, 1232, 2272]
fragment-heading: geld [1545, 225, 1595, 250]
paragraph: Dan zou toch wel duidelijk blijken, dat dergelijke feesten principieel onaanvaardbaar zijn. [29, 1266, 274, 1307]
fragment-text: ook zeer [1545, 747, 1586, 758]
subheading: Waarheen met vacantie? [1298, 969, 1453, 983]
fragment-text: Uts [1545, 674, 1562, 685]
paragraph: De Voorz. zegt, dat de ontheffing kan worden gevraagd, doch dat het enkel wordt bedoeld voor hen die misbruik gebruik maken en die rijden vol goeden met zand en olie. In verband met de totale stemming der politieverordening wordt een commissie van bijstand benoemd bestaande uit de heren Wagemaker, Quist en de Hond. [538, 1605, 771, 1725]
paragraph: De Voorz. antwoordt, dat het dan meer zal kosten. Hij wil het zelf laten uitvoeren, maar wel met een vakman er bij. Hiermede werd accoord gegaan. [538, 203, 771, 256]
fragment-text: Ko [1545, 1252, 1558, 1263]
fragment-text: grote sor [1545, 1191, 1589, 1202]
heading-st-annaland: ST. ANNALAND [100, 2036, 204, 2050]
fragment-text: be [1545, 553, 1557, 565]
fragment-text: plaatse. [1545, 450, 1583, 461]
paragraph: Verder wijst de Voorz. er op, dat de contributies niet verhoogd kunnen worden. [287, 1322, 528, 1349]
paragraph: Verzoek van het Groene Kruis om voor het jaar 1950 een bijdrage te mogen ontvangen uit de gemeente kas, groot ƒ 400.— gelen er een te kort is van ƒ 186.—. Daar er nog aankoop van enige artikelen moet plaats hebben zal dit tekort oplopen tot ƒ 600.—. [287, 1068, 528, 1162]
heading-church-place: POORTVLIET [1095, 2055, 1185, 2069]
fragment-text: A. v [1545, 1288, 1564, 1299]
subheading: Zeeuwse Plattelandsvrouwen te Tholen bijeen. [798, 362, 997, 388]
fragment-text: Kinde [1545, 831, 1573, 842]
heading-zondag: ZONDAG 21 MEI 1950 [1065, 1742, 1215, 1755]
paragraph: Het zijn ook dagen van verkwisting, gelddronkenheid, overdaad, dronkenschap, enz. enz. [29, 1534, 274, 1574]
heading-poortvliet: POORTVLIET [853, 2177, 942, 2191]
subheading: Canadese dag „en een lofdied op het boerenleven" [782, 390, 1013, 417]
paragraph: Als U de raadsverslagen van St. A. naleest, zult U waarschijnlijk de oorzaak ontdekken. Verleden jaar is er nl. een verzoek gewezen van de cafehouders om de kermis weer in te voeren. De burgemeester en één wethouder bleken tegen te zijn. In de Raad kelderde het verzoek met 4 tegen 3. En nu? Wel, nu heeft, volgens de mening van meerdere dorpsbewoners, men wat anders bedacht en nu komt er toch een dag van jolijt. Volgens het verslag van de vergadering der Oranjevereniging was de opkomst zeer gering. Een handvol jongelui onder leiding van enkele feestlievende bestuurders, schoppen een soort groots feest de wereld in. En dat in een tijd, waarin de menheid nog ,bloedt uit duizend wonden." Een tijd, waarin de vrede nog steeds gezocht wordt en de bekommering voor een derde wereldkrijg velen benauwt. Men wil pret maken onder de donkere wolken van Gods oordelen; men durft „genieten" boven de graven van onze gesneuvelde jonge mannen in Indië, men zal feestvieren rond de laatste rustplaatsen der zes jonge mensen, die kortgeleden te St. A. in enkele weken tijds werden weggenomen. [29, 758, 274, 1120]
church-schedule: Ned. Herv. Kerk: v.m. 9.30 en n.m. 2.30 uur Ds Brons. Geref. Gemeente: 9.30, 2 en 6 uur lezen. [1266, 466, 1466, 520]
